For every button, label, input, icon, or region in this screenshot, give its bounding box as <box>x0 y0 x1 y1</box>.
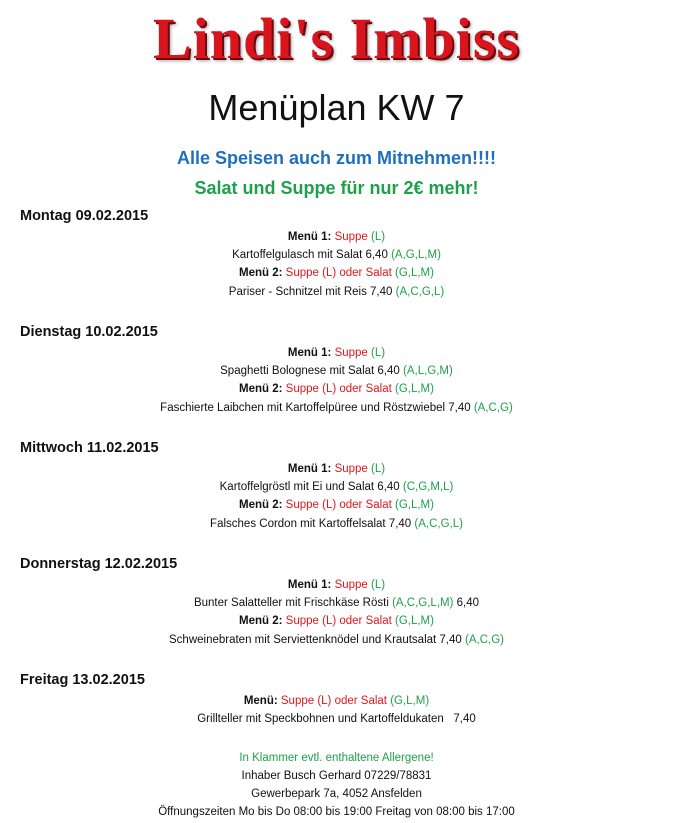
menu2-dish-line <box>0 515 673 533</box>
allergen-code: (G,L,M) <box>395 383 434 395</box>
allergen-code: (G,L,M) <box>395 499 434 511</box>
menu1-side-line <box>0 344 673 362</box>
menu-label: Menü 1: <box>287 231 332 243</box>
side-dish: Suppe <box>334 463 368 475</box>
menu2-side-line <box>0 264 673 282</box>
allergen-code: (L) <box>371 347 386 359</box>
dish-name: Pariser - Schnitzel mit Reis 7,40 <box>228 286 393 298</box>
menu2-dish-line <box>0 283 673 301</box>
menu-label: Menü 2: <box>239 383 283 395</box>
allergen-code: (A,C,G,L,M) <box>392 597 454 609</box>
menu1-dish-line <box>0 478 673 496</box>
dish-name: Faschierte Laibchen mit Kartoffelpüree und Röstzwiebel 7,40 <box>160 402 471 414</box>
side-dish: Suppe (L) oder Salat <box>280 695 387 707</box>
side-dish: Suppe (L) oder Salat <box>285 267 392 279</box>
dish-name: Kartoffelgulasch mit Salat 6,40 <box>232 249 388 261</box>
day-title: Montag 09.02.2015 <box>20 208 149 224</box>
owner-contact: Inhaber Busch Gerhard 07229/78831 <box>241 770 432 782</box>
day-title: Freitag 13.02.2015 <box>20 672 145 688</box>
day-title: Donnerstag 12.02.2015 <box>20 556 178 572</box>
menu2-dish-line <box>0 631 673 649</box>
allergen-note: In Klammer evtl. enthaltene Allergene! <box>239 752 434 764</box>
menu-side-line <box>0 692 673 710</box>
allergen-code: (A,L,G,M) <box>403 365 453 377</box>
allergen-code: (L) <box>371 579 386 591</box>
address: Gewerbepark 7a, 4052 Ansfelden <box>251 788 422 800</box>
side-dish: Suppe <box>334 231 368 243</box>
menu2-side-line <box>0 496 673 514</box>
day-title: Dienstag 10.02.2015 <box>20 324 158 340</box>
opening-hours: Öffnungszeiten Mo bis Do 08:00 bis 19:00 Freitag von 08:00 bis 17:00 <box>158 806 515 818</box>
menu-label: Menü 1: <box>287 463 332 475</box>
dish-name: Spaghetti Bolognese mit Salat 6,40 <box>220 365 400 377</box>
allergen-code: (A,C,G,L) <box>395 286 445 298</box>
dish-name: Bunter Salatteller mit Frischkäse Rösti <box>193 597 389 609</box>
menu-label: Menü 2: <box>239 499 283 511</box>
allergen-code: (G,L,M) <box>395 267 434 279</box>
side-dish: Suppe (L) oder Salat <box>285 615 392 627</box>
menu1-side-line <box>0 576 673 594</box>
menu1-dish-line <box>0 594 673 612</box>
allergen-code: (A,C,G) <box>473 402 513 414</box>
restaurant-title: Lindi's Imbiss <box>152 6 520 71</box>
allergen-code: (G,L,M) <box>390 695 430 707</box>
menu2-side-line <box>0 380 673 398</box>
dish-name: Kartoffelgröstl mit Ei und Salat 6,40 <box>219 481 400 493</box>
menu-week-title: Menüplan KW 7 <box>208 87 465 128</box>
menu1-dish-line <box>0 246 673 264</box>
side-dish: Suppe <box>334 579 368 591</box>
side-dish: Suppe (L) oder Salat <box>285 383 392 395</box>
side-dish: Suppe <box>334 347 368 359</box>
allergen-code: (C,G,M,L) <box>402 481 454 493</box>
menu2-dish-line <box>0 399 673 417</box>
menu-label: Menü 1: <box>287 579 332 591</box>
dish-price: 6,40 <box>456 597 480 609</box>
dish-name: Schweinebraten mit Serviettenknödel und Krautsalat 7,40 <box>169 634 462 646</box>
takeaway-slogan: Alle Speisen auch zum Mitnehmen!!!! <box>176 148 497 168</box>
dish-name: Falsches Cordon mit Kartoffelsalat 7,40 <box>210 518 412 530</box>
dish-name: Grillteller mit Speckbohnen und Kartoffeldukaten 7,40 <box>197 713 476 725</box>
allergen-code: (A,G,L,M) <box>391 249 441 261</box>
day-title: Mittwoch 11.02.2015 <box>20 440 159 456</box>
menu-label: Menü 2: <box>239 267 283 279</box>
menu-label: Menü: <box>243 695 278 707</box>
menu2-side-line <box>0 612 673 630</box>
menu1-side-line <box>0 228 673 246</box>
menu1-side-line <box>0 460 673 478</box>
allergen-code: (A,C,G) <box>465 634 504 646</box>
allergen-code: (A,C,G,L) <box>414 518 463 530</box>
allergen-code: (G,L,M) <box>395 615 434 627</box>
menu1-dish-line <box>0 362 673 380</box>
menu-dish-line <box>0 710 673 728</box>
side-dish: Suppe (L) oder Salat <box>285 499 392 511</box>
menu-label: Menü 2: <box>239 615 283 627</box>
menu-label: Menü 1: <box>287 347 332 359</box>
allergen-code: (L) <box>371 231 386 243</box>
allergen-code: (L) <box>371 463 386 475</box>
salad-soup-offer: Salat und Suppe für nur 2€ mehr! <box>194 178 479 198</box>
